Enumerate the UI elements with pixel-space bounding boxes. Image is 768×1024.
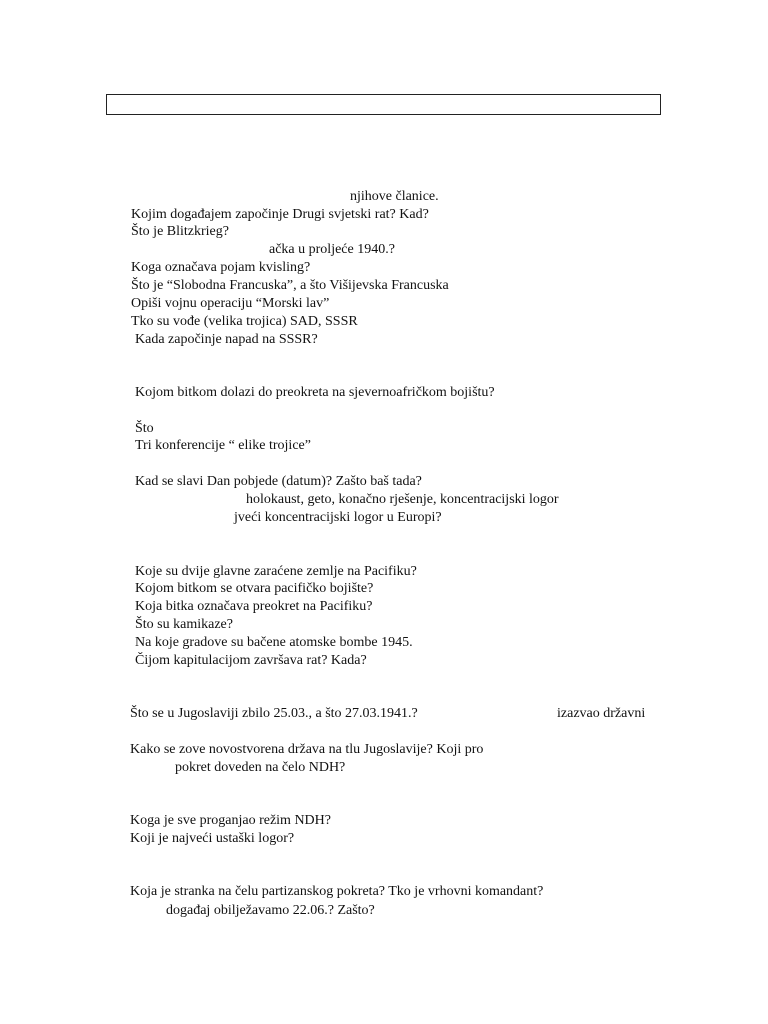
text-line: izazvao državni: [557, 706, 646, 721]
text-line: Koja je stranka na čelu partizanskog pokreta? Tko je vrhovni komandant?: [130, 884, 544, 899]
text-line: Koje su dvije glavne zaraćene zemlje na Pacifiku?: [135, 564, 417, 579]
text-line: Što se u Jugoslaviji zbilo 25.03., a što 27.03.1941.?: [130, 706, 418, 721]
text-line: Kojim događajem započinje Drugi svjetski rat? Kad?: [131, 207, 429, 222]
text-line: Što su kamikaze?: [135, 617, 233, 632]
text-line: Što je “Slobodna Francuska”, a što Višijevska Francuska: [131, 278, 449, 293]
text-line: Tko su vođe (velika trojica) SAD, SSSR: [131, 314, 358, 329]
text-line: holokaust, geto, konačno rješenje, koncentracijski logor: [246, 492, 559, 507]
text-line: događaj obilježavamo 22.06.? Zašto?: [166, 903, 375, 918]
text-line: Kojom bitkom dolazi do preokreta na sjevernoafričkom bojištu?: [135, 385, 495, 400]
text-line: pokret doveden na čelo NDH?: [175, 760, 346, 775]
text-line: jveći koncentracijski logor u Europi?: [234, 510, 442, 525]
text-line: Koga označava pojam kvisling?: [131, 260, 311, 275]
text-line: Opiši vojnu operaciju “Morski lav”: [131, 296, 330, 311]
text-line: Na koje gradove su bačene atomske bombe 1945.: [135, 635, 413, 650]
text-line: Koja bitka označava preokret na Pacifiku?: [135, 599, 373, 614]
text-line: Koji je najveći ustaški logor?: [130, 831, 295, 846]
text-line: Koga je sve proganjao režim NDH?: [130, 813, 331, 828]
text-line: Kako se zove novostvorena država na tlu Jugoslavije? Koji pro: [130, 742, 484, 757]
title-box: [106, 94, 661, 115]
text-line: Čijom kapitulacijom završava rat? Kada?: [135, 653, 367, 668]
text-line: njihove članice.: [350, 189, 439, 204]
text-line: Kojom bitkom se otvara pacifičko bojište?: [135, 581, 374, 596]
text-line: Kada započinje napad na SSSR?: [135, 332, 318, 347]
text-line: Što: [135, 421, 154, 436]
text-line: Tri konferencije “ elike trojice”: [135, 438, 311, 453]
text-line: ačka u proljeće 1940.?: [269, 242, 395, 257]
text-line: Kad se slavi Dan pobjede (datum)? Zašto baš tada?: [135, 474, 422, 489]
text-line: Što je Blitzkrieg?: [131, 224, 229, 239]
